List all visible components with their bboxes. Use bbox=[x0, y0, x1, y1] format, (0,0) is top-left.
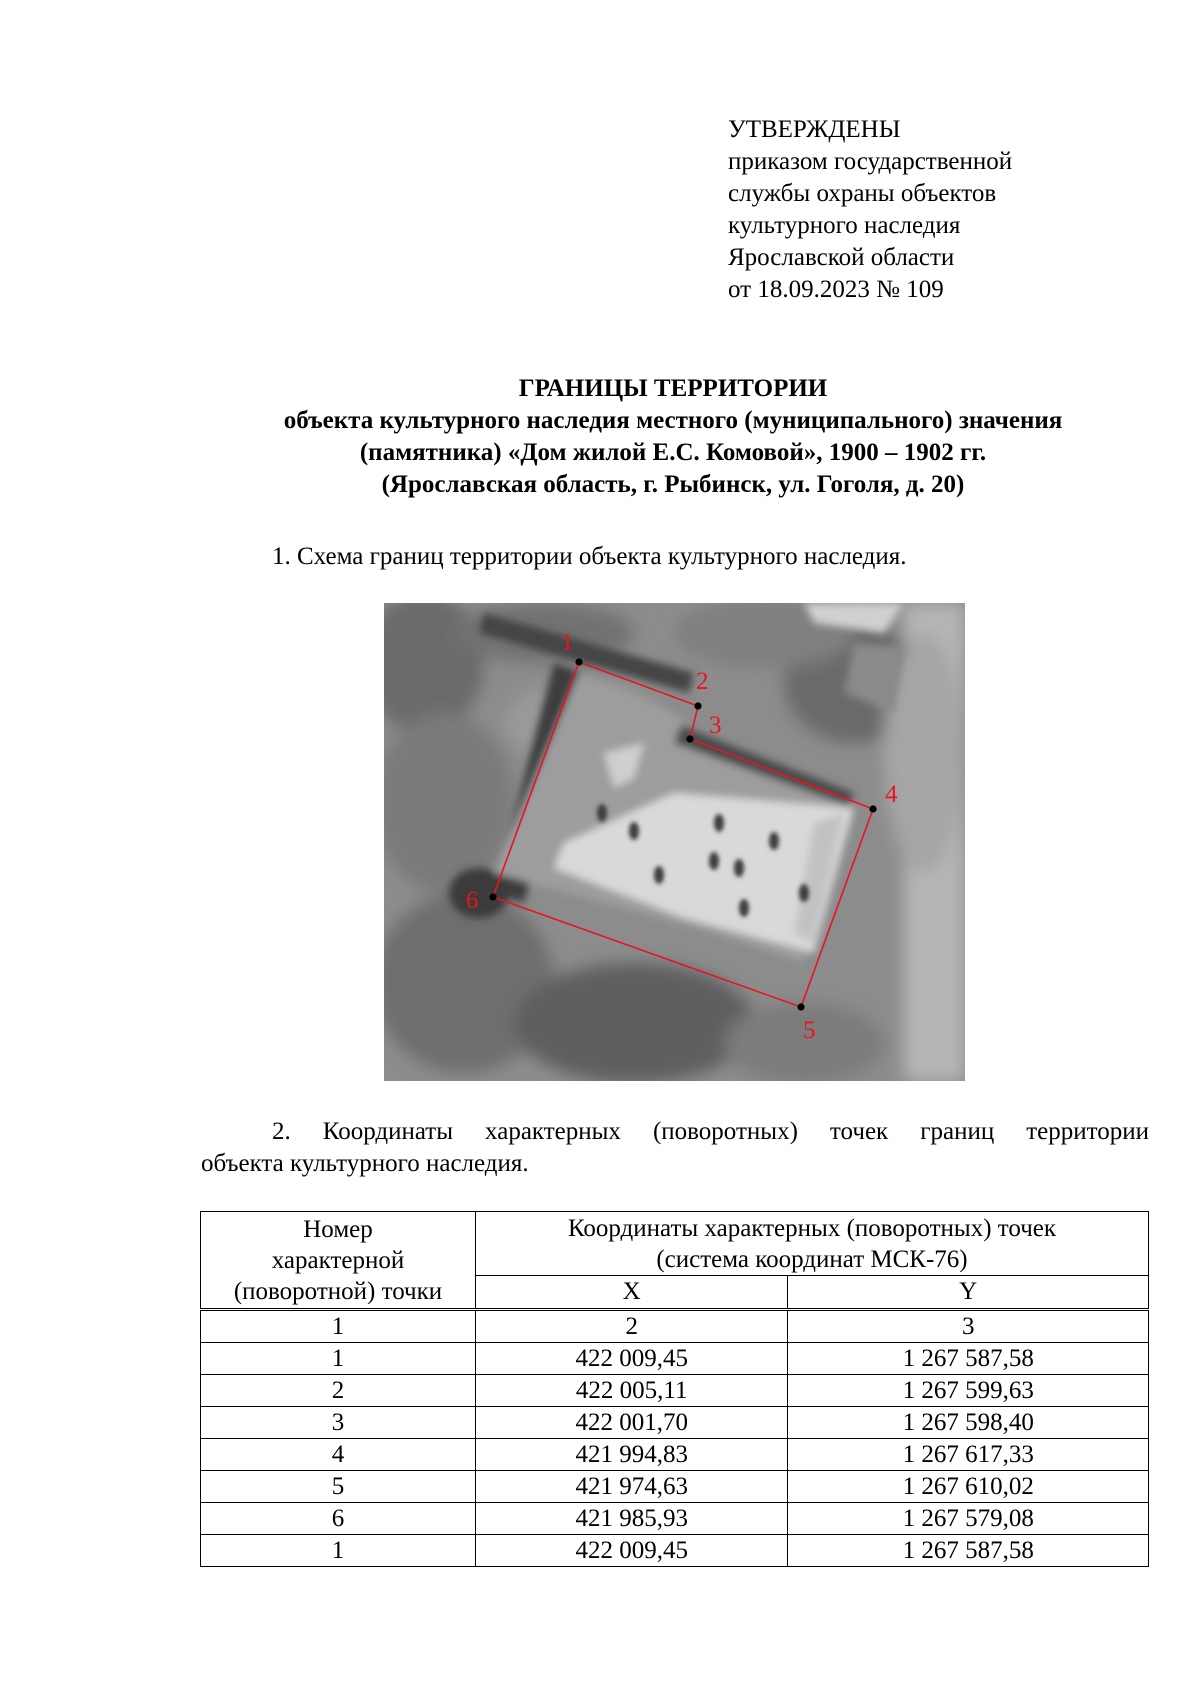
aerial-photo bbox=[384, 603, 965, 1081]
boundary-point-1 bbox=[575, 658, 582, 665]
table-row bbox=[201, 1375, 1149, 1407]
header-text: характерной bbox=[271, 1246, 405, 1274]
approval-line: УТВЕРЖДЕНЫ bbox=[728, 116, 901, 143]
coord-x: 422 009,45 bbox=[476, 1535, 788, 1567]
header-text: (система координат МСК-76) bbox=[656, 1245, 968, 1273]
coord-y: 1 267 610,02 bbox=[788, 1471, 1149, 1503]
header-text: Номер bbox=[303, 1215, 373, 1243]
table-row bbox=[201, 1535, 1149, 1567]
approval-line: приказом государственной bbox=[728, 148, 1013, 175]
coordinates-table bbox=[200, 1211, 1149, 1567]
column-number: 1 bbox=[201, 1310, 476, 1343]
coord-y: 1 267 599,63 bbox=[788, 1375, 1149, 1407]
point-number: 6 bbox=[201, 1503, 476, 1535]
boundary-point-6 bbox=[489, 893, 496, 900]
header-coordinates bbox=[476, 1212, 1149, 1276]
column-number: 2 bbox=[476, 1310, 788, 1343]
boundary-point-label-5: 5 bbox=[803, 1017, 816, 1044]
title-line: объекта культурного наследия местного (муниципального) значения bbox=[283, 407, 1063, 434]
coord-y: 1 267 587,58 bbox=[788, 1535, 1149, 1567]
title-heading: ГРАНИЦЫ ТЕРРИТОРИИ bbox=[518, 375, 828, 402]
header-text: Координаты характерных (поворотных) точек bbox=[567, 1214, 1057, 1242]
table-header-row bbox=[201, 1212, 1149, 1276]
boundary-point-2 bbox=[694, 702, 701, 709]
boundary-point-label-6: 6 bbox=[466, 887, 479, 914]
section-2-line: 2. Координаты характерных (поворотных) точек границ территории bbox=[272, 1118, 1149, 1145]
point-number: 1 bbox=[201, 1535, 476, 1567]
coord-x: 421 985,93 bbox=[476, 1503, 788, 1535]
boundary-point-4 bbox=[869, 805, 876, 812]
coord-x: 421 994,83 bbox=[476, 1439, 788, 1471]
point-number: 1 bbox=[201, 1343, 476, 1375]
section-2-line: объекта культурного наследия. bbox=[201, 1150, 529, 1177]
table-row bbox=[201, 1439, 1149, 1471]
approval-date: от 18.09.2023 № 109 bbox=[728, 276, 944, 303]
section-1-heading: 1. Схема границ территории объекта культурного наследия. bbox=[272, 543, 907, 570]
point-number: 2 bbox=[201, 1375, 476, 1407]
title-line: (памятника) «Дом жилой Е.С. Комовой», 1900 – 1902 гг. bbox=[359, 439, 987, 466]
coord-y: 1 267 587,58 bbox=[788, 1343, 1149, 1375]
boundary-point-label-3: 3 bbox=[709, 712, 722, 739]
section-2-heading bbox=[201, 1116, 1149, 1180]
table-row bbox=[201, 1407, 1149, 1439]
coord-x: 421 974,63 bbox=[476, 1471, 788, 1503]
boundary-point-5 bbox=[797, 1003, 804, 1010]
header-y: Y bbox=[788, 1276, 1149, 1310]
point-number: 4 bbox=[201, 1439, 476, 1471]
coord-x: 422 001,70 bbox=[476, 1407, 788, 1439]
boundary-scheme-map bbox=[384, 603, 965, 1081]
table-row bbox=[201, 1343, 1149, 1375]
document-title bbox=[150, 373, 1196, 501]
coord-y: 1 267 617,33 bbox=[788, 1439, 1149, 1471]
boundary-point-label-4: 4 bbox=[885, 781, 898, 808]
approval-line: службы охраны объектов bbox=[728, 180, 997, 207]
coord-y: 1 267 598,40 bbox=[788, 1407, 1149, 1439]
boundary-point-3 bbox=[686, 735, 693, 742]
point-number: 5 bbox=[201, 1471, 476, 1503]
point-number: 3 bbox=[201, 1407, 476, 1439]
column-number: 3 bbox=[788, 1310, 1149, 1343]
table-row bbox=[201, 1471, 1149, 1503]
approval-line: Ярославской области bbox=[728, 244, 955, 271]
table-column-numbers-row bbox=[201, 1310, 1149, 1343]
boundary-point-label-2: 2 bbox=[696, 668, 709, 695]
coord-y: 1 267 579,08 bbox=[788, 1503, 1149, 1535]
header-x: X bbox=[476, 1276, 788, 1310]
boundary-point-label-1: 1 bbox=[561, 629, 574, 656]
approval-line: культурного наследия bbox=[728, 212, 961, 239]
coord-x: 422 005,11 bbox=[476, 1375, 788, 1407]
header-point-number bbox=[201, 1212, 476, 1310]
approval-block bbox=[728, 114, 1012, 306]
title-line: (Ярославская область, г. Рыбинск, ул. Гоголя, д. 20) bbox=[381, 471, 965, 498]
table-row bbox=[201, 1503, 1149, 1535]
coord-x: 422 009,45 bbox=[476, 1343, 788, 1375]
header-text: (поворотной) точки bbox=[233, 1277, 443, 1305]
